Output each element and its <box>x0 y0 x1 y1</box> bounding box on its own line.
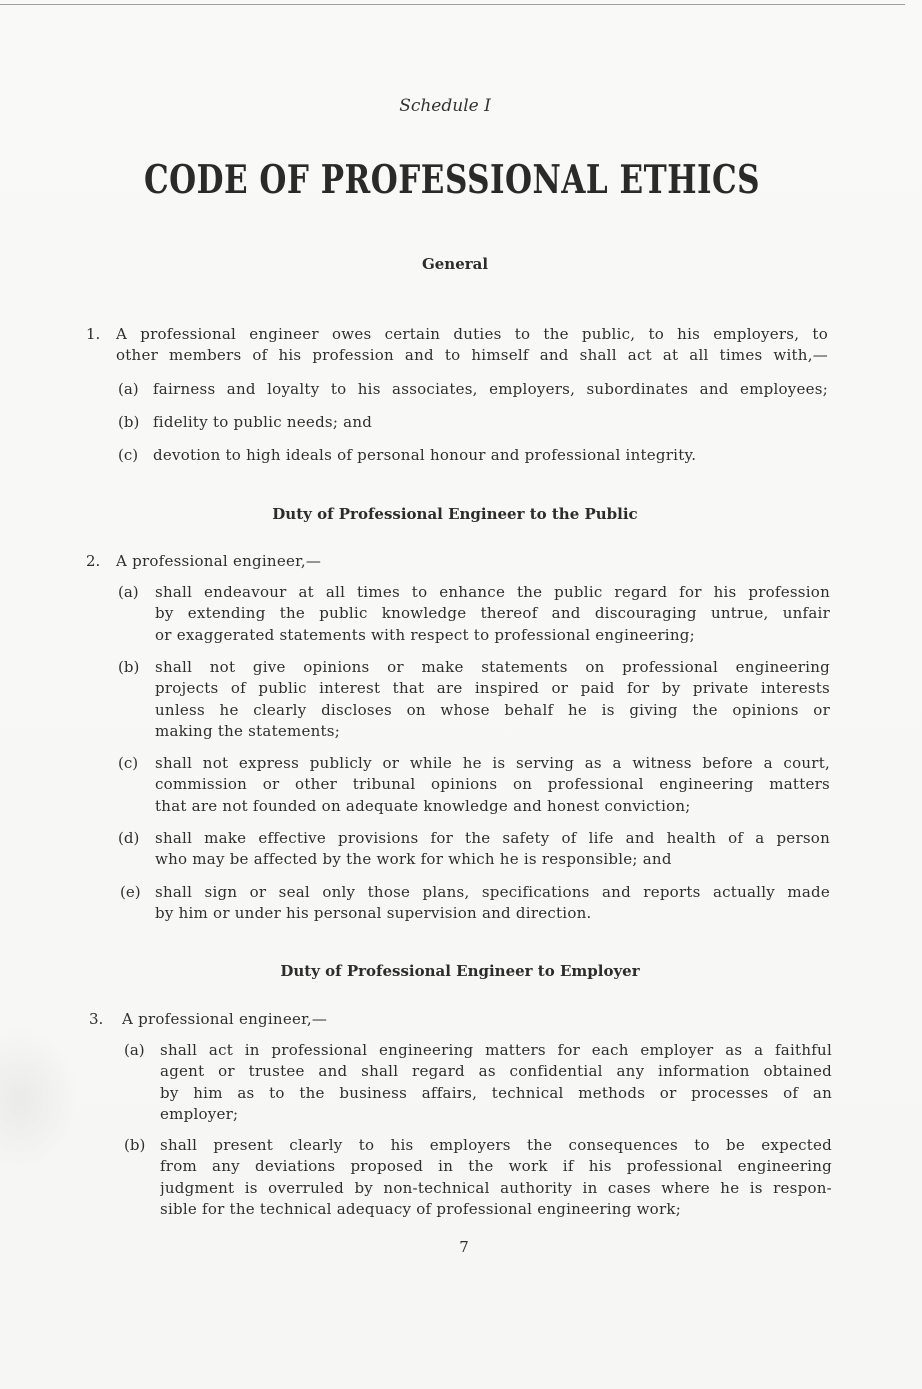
paragraph-1-text <box>116 324 828 367</box>
paragraph-line: A professional engineer,— <box>122 1010 328 1028</box>
clause-label: (d) <box>118 829 140 847</box>
clause-line: who may be affected by the work for which he is responsible; and <box>155 850 672 869</box>
clause-line: unless he clearly discloses on whose behalf he is giving the opinions or <box>155 700 830 719</box>
clause-line: devotion to high ideals of personal honour and professional integrity. <box>153 446 697 464</box>
clause-text <box>155 828 830 871</box>
clause-label: (a) <box>124 1041 145 1059</box>
paragraph-2-intro <box>116 551 828 572</box>
clause-line: that are not founded on adequate knowledge and honest conviction; <box>155 796 691 815</box>
paragraph-3-intro <box>122 1009 832 1030</box>
page-number: 7 <box>459 1238 469 1256</box>
clause-label: (e) <box>120 883 141 901</box>
clause-text <box>155 882 830 925</box>
paragraph-number: 2. <box>86 552 101 570</box>
clause-line: shall make effective provisions for the safety of life and health of a person <box>155 829 830 847</box>
scan-edge-line <box>0 4 905 5</box>
clause-line: shall not express publicly or while he is serving as a witness before a court, <box>155 754 830 772</box>
clause-2b <box>118 657 830 742</box>
clause-line: by him or under his personal supervision and direction. <box>155 904 592 923</box>
schedule-label: Schedule I <box>399 96 491 116</box>
clause-line: judgment is overruled by non-technical authority in cases where he is respon- <box>160 1178 832 1197</box>
clause-line: fairness and loyalty to his associates, employers, subordinates and employees; <box>153 380 828 398</box>
paragraph-line: other members of his profession and to himself and shall act at all times with,— <box>116 346 828 365</box>
paragraph-line: A professional engineer owes certain duties to the public, to his employers, to <box>116 325 828 343</box>
clause-label: (c) <box>118 754 139 772</box>
clause-label: (b) <box>124 1136 146 1154</box>
clause-line: shall endeavour at all times to enhance the public regard for his profession <box>155 583 830 601</box>
clause-line: from any deviations proposed in the work if his professional engineering <box>160 1157 832 1176</box>
clause-2c <box>118 753 830 817</box>
clause-text <box>153 379 828 400</box>
clause-line: projects of public interest that are inspired or paid for by private interests <box>155 679 830 698</box>
clause-2a <box>118 582 830 646</box>
clause-2e <box>120 882 830 925</box>
clause-label: (a) <box>118 583 139 601</box>
clause-line: employer; <box>160 1104 239 1123</box>
clause-label: (b) <box>118 413 140 431</box>
clause-label: (a) <box>118 380 139 398</box>
clause-text <box>160 1040 832 1125</box>
document-title: CODE OF PROFESSIONAL ETHICS <box>143 156 761 204</box>
paragraph-line: A professional engineer,— <box>116 552 322 570</box>
clause-text <box>153 445 828 466</box>
clause-2d <box>118 828 830 871</box>
clause-text <box>160 1135 832 1220</box>
paragraph-number: 3. <box>89 1010 104 1028</box>
clause-text <box>153 412 828 433</box>
clause-line: commission or other tribunal opinions on professional engineering matters <box>155 775 830 794</box>
clause-line: shall act in professional engineering matters for each employer as a faithful <box>160 1041 832 1059</box>
clause-line: sible for the technical adequacy of professional engineering work; <box>160 1199 682 1218</box>
clause-line: agent or trustee and shall regard as confidential any information obtained <box>160 1062 832 1081</box>
section-heading-employer: Duty of Professional Engineer to Employer <box>280 962 640 980</box>
clause-line: making the statements; <box>155 721 341 740</box>
clause-1c <box>118 445 828 466</box>
clause-line: shall not give opinions or make statements on professional engineering <box>155 658 830 676</box>
clause-text <box>155 657 830 742</box>
clause-line: or exaggerated statements with respect to professional engineering; <box>155 625 695 644</box>
clause-text <box>155 753 830 817</box>
clause-label: (b) <box>118 658 140 676</box>
clause-3b <box>124 1135 832 1220</box>
clause-1b <box>118 412 828 433</box>
clause-1a <box>118 379 828 400</box>
paragraph-number: 1. <box>86 325 101 343</box>
clause-text <box>155 582 830 646</box>
clause-line: shall present clearly to his employers the consequences to be expected <box>160 1136 832 1154</box>
clause-line: by extending the public knowledge thereof and discouraging untrue, unfair <box>155 604 830 623</box>
clause-line: shall sign or seal only those plans, specifications and reports actually made <box>155 883 830 901</box>
clause-line: by him as to the business affairs, technical methods or processes of an <box>160 1083 832 1102</box>
section-heading-public: Duty of Professional Engineer to the Public <box>272 505 638 523</box>
section-heading-general: General <box>421 255 489 273</box>
clause-3a <box>124 1040 832 1125</box>
clause-label: (c) <box>118 446 139 464</box>
clause-line: fidelity to public needs; and <box>153 413 373 431</box>
